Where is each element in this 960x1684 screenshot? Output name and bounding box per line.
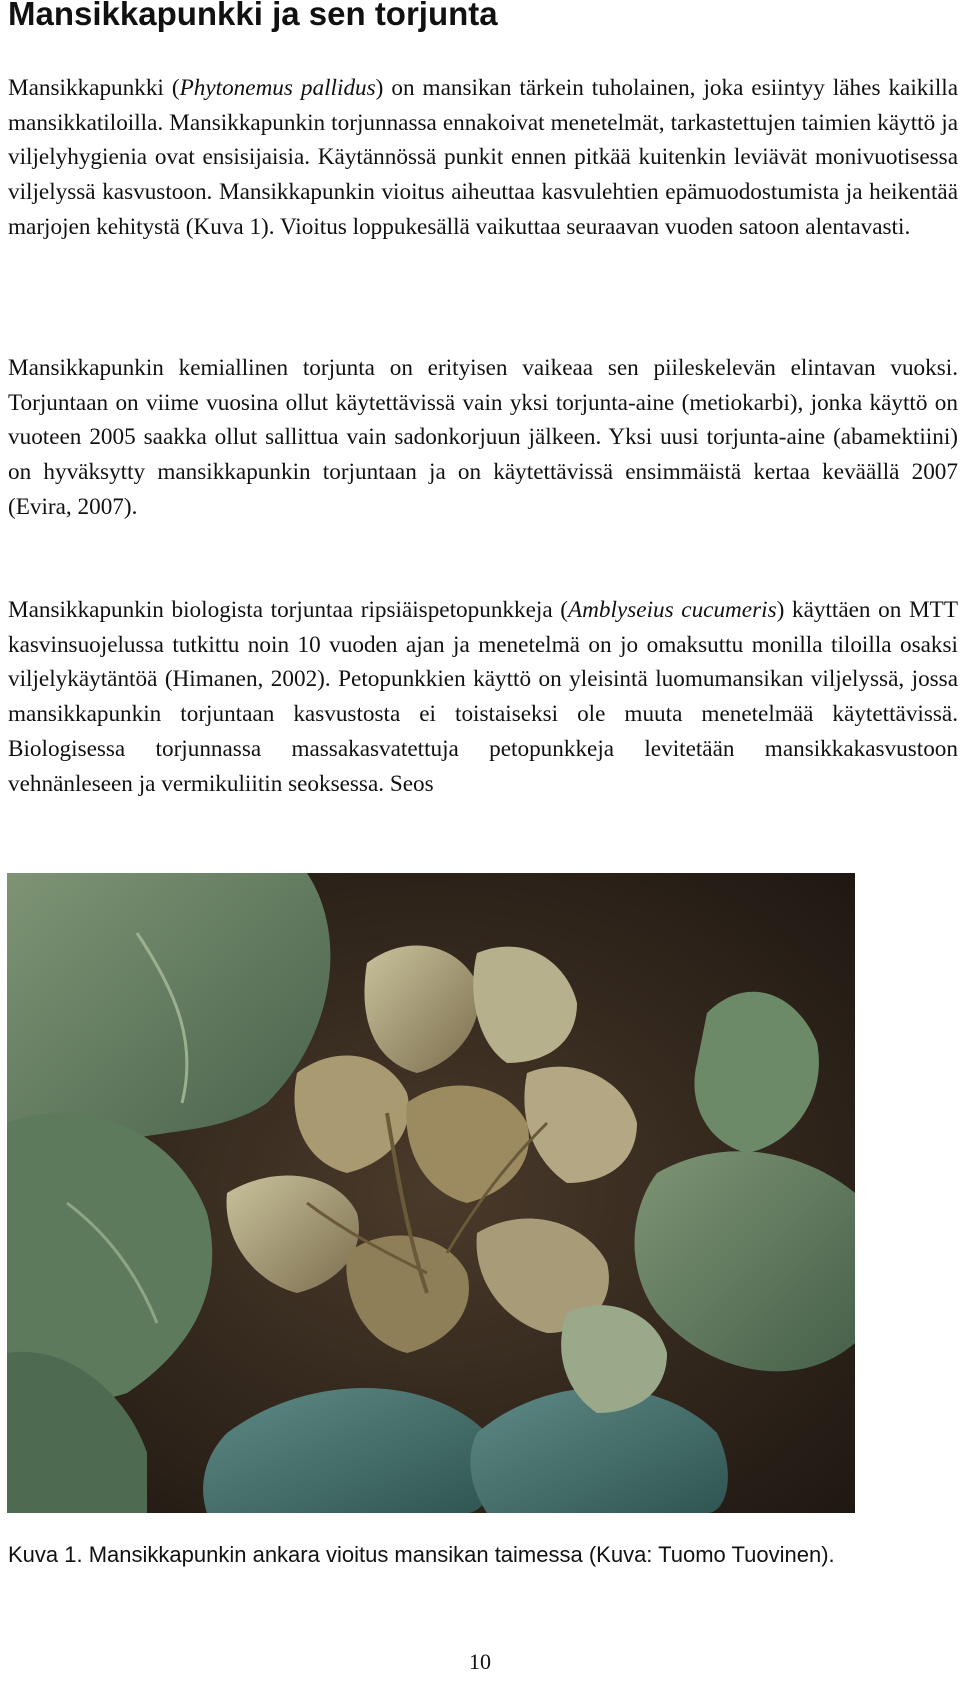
paragraph-text: ) on mansikan tärkein tuholainen, joka esiintyy lähes kaikilla mansikkatiloilla. Mansikkapunkin torjunnassa ennakoivat menetelmät, tarkastettujen taimien käyttö ja viljelyhygienia ovat ensisijaisia. Käytännössä punkit ennen pitkää kuitenkin leviävät monivuotisessa viljelyssä kasvustoon. Mansikkapunkin vioitus aiheuttaa kasvulehtien epämuodostumista ja heikentää marjojen kehitystä (Kuva 1). Vioitus loppukesällä vaikuttaa seuraavan vuoden satoon alentavasti. [8, 75, 958, 240]
paragraph-chemical-control: Mansikkapunkin kemiallinen torjunta on erityisen vaikeaa sen piileskelevän elintavan vuoksi. Torjuntaan on viime vuosina ollut käytettävissä vain yksi torjunta-aine (metiokarbi), jonka käyttö on vuoteen 2005 saakka ollut sallittua vain sadonkorjuun jälkeen. Yksi uusi torjunta-aine (abamektiini) on hyväksytty mansikkapunkin torjuntaan ja on käytettävissä ensimmäistä kertaa keväällä 2007 (Evira, 2007). [8, 355, 958, 520]
figure-caption: Kuva 1. Mansikkapunkin ankara vioitus mansikan taimessa (Kuva: Tuomo Tuovinen). [8, 1542, 835, 1567]
page-number: 10 [469, 1649, 491, 1674]
page-title: Mansikkapunkki ja sen torjunta [8, 0, 498, 32]
species-name: Amblyseius cucumeris [568, 597, 777, 623]
paragraph-mite-intro [8, 71, 958, 245]
species-name: Phytonemus pallidus [179, 75, 376, 101]
paragraph-biological-control [8, 593, 958, 801]
paragraph-text: Mansikkapunkin biologista torjuntaa ripsiäispetopunkkeja ( [8, 597, 569, 623]
strawberry-plant-photo [7, 873, 855, 1513]
paragraph-text: ) käyttäen on MTT kasvinsuojelussa tutkittu noin 10 vuoden ajan ja menetelmä on jo omaksuttu monilla tiloilla osaksi viljelykäytäntöä (Himanen, 2002). Petopunkkien käyttö on yleisintä luomumansikan viljelyssä, jossa mansikkapunkin torjuntaan kasvustosta ei toistaiseksi ole muuta menetelmää käytettävissä. Biologisessa torjunnassa massakasvatettuja petopunkkeja levitetään mansikkakasvustoon vehnänleseen ja vermikuliitin seoksessa. Seos [8, 597, 958, 797]
paragraph-text: Mansikkapunkki ( [8, 75, 180, 101]
